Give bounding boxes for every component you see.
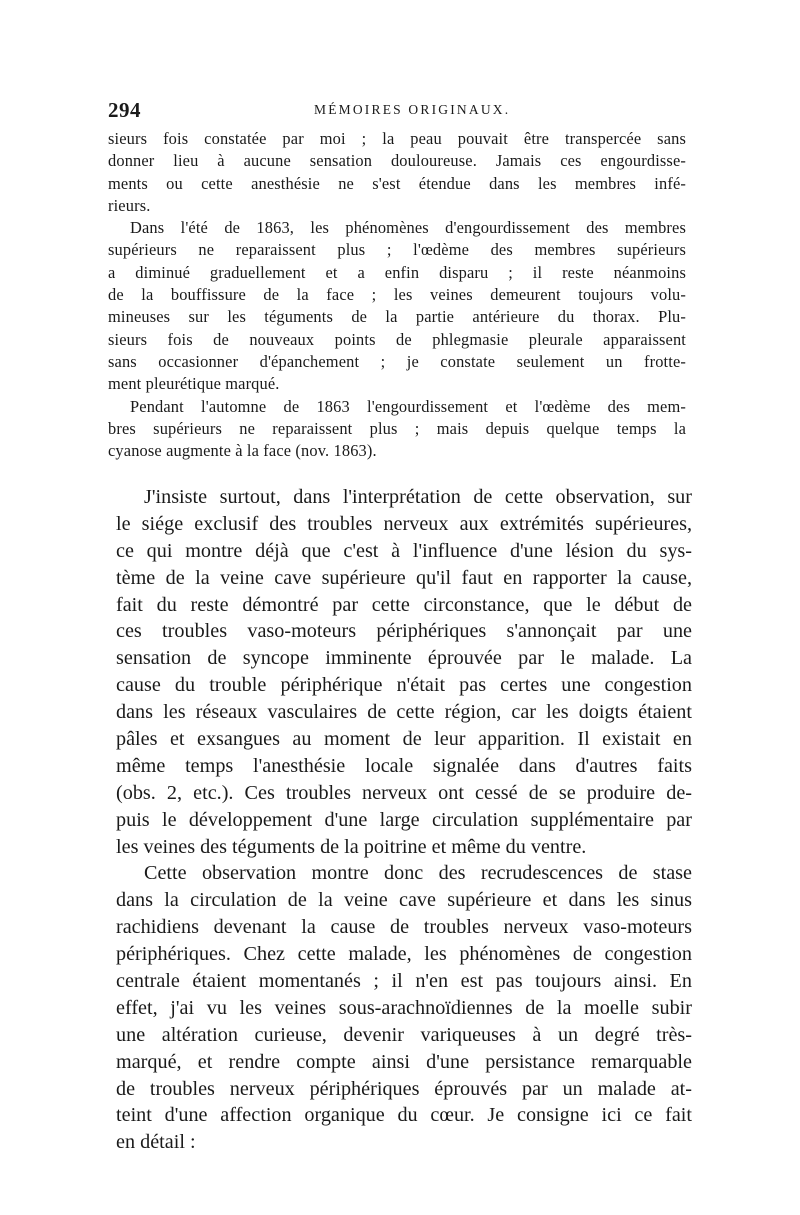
commentary-line: sensation de syncope imminente éprouvée par le malade. La [116,647,692,670]
case-notes-line: de la bouffissure de la face ; les veines demeurent toujours volu- [108,285,686,305]
case-notes-line: Pendant l'automne de 1863 l'engourdissement et l'œdème des mem- [130,396,686,416]
commentary-line: cause du trouble périphérique n'était pas certes une congestion [116,674,692,697]
commentary-line: les veines des téguments de la poitrine et même du ventre. [116,835,587,858]
case-notes-line: donner lieu à aucune sensation douloureuse. Jamais ces engourdisse- [108,151,686,171]
commentary-line: de troubles nerveux périphériques éprouvés par un malade at- [116,1077,692,1100]
commentary-line: périphériques. Chez cette malade, les phénomènes de congestion [116,943,692,966]
page-number: 294 [108,98,141,122]
case-notes-line: Dans l'été de 1863, les phénomènes d'engourdissement des membres [130,218,686,238]
commentary-line: même temps l'anesthésie locale signalée dans d'autres faits [116,754,692,777]
commentary-line: ce qui montre déjà que c'est à l'influence d'une lésion du sys- [116,539,692,562]
commentary-line: puis le développement d'une large circulation supplémentaire par [116,808,692,831]
commentary-line: rachidiens devenant la cause de troubles nerveux vaso-moteurs [116,916,692,939]
case-notes-line: bres supérieurs ne reparaissent plus ; mais depuis quelque temps la [108,418,686,438]
commentary-line: en détail : [116,1131,196,1154]
commentary-block [116,484,692,1156]
case-notes-line: mineuses sur les téguments de la partie antérieure du thorax. Plu- [108,307,686,327]
case-notes-line: rieurs. [108,195,151,215]
case-notes-block [108,128,686,462]
commentary-line: teint d'une affection organique du cœur. Je consigne ici ce fait [116,1104,692,1127]
commentary-line: le siége exclusif des troubles nerveux aux extrémités supérieures, [116,512,692,535]
commentary-line: fait du reste démontré par cette circonstance, que le début de [116,593,692,616]
case-notes-line: sieurs fois constatée par moi ; la peau pouvait être transpercée sans [108,129,686,148]
case-notes-line: ment pleurétique marqué. [108,374,280,394]
running-title: MÉMOIRES ORIGINAUX. [314,102,511,117]
case-notes-line: ments ou cette anesthésie ne s'est étendue dans les membres infé- [108,173,686,193]
case-notes-line: supérieurs ne reparaissent plus ; l'œdème des membres supérieurs [108,240,686,260]
commentary-line: effet, j'ai vu les veines sous-arachnoïdiennes de la moelle subir [116,996,692,1019]
commentary-line: pâles et exsangues au moment de leur apparition. Il existait en [116,728,692,751]
commentary-line: dans la circulation de la veine cave supérieure et dans les sinus [116,889,692,912]
commentary-line: (obs. 2, etc.). Ces troubles nerveux ont cessé de se produire de- [116,781,692,804]
commentary-line: tème de la veine cave supérieure qu'il faut en rapporter la cause, [116,566,692,589]
commentary-line: dans les réseaux vasculaires de cette région, car les doigts étaient [116,701,692,724]
case-notes-line: cyanose augmente à la face (nov. 1863). [108,441,377,461]
commentary-line: ces troubles vaso-moteurs périphériques s'annonçait par une [116,620,692,643]
page-header [108,98,686,124]
case-notes-line: sieurs fois de nouveaux points de phlegmasie pleurale apparaissent [108,329,686,349]
commentary-line: une altération curieuse, devenir variqueuses à un degré très- [116,1023,692,1046]
case-notes-line: sans occasionner d'épanchement ; je constate seulement un frotte- [108,351,686,371]
commentary-line: Cette observation montre donc des recrudescences de stase [144,862,692,885]
commentary-line: marqué, et rendre compte ainsi d'une persistance remarquable [116,1050,692,1073]
commentary-line: J'insiste surtout, dans l'interprétation de cette observation, sur [144,486,692,508]
case-notes-line: a diminué graduellement et a enfin disparu ; il reste néanmoins [108,262,686,282]
commentary-line: centrale étaient momentanés ; il n'en est pas toujours ainsi. En [116,970,692,993]
